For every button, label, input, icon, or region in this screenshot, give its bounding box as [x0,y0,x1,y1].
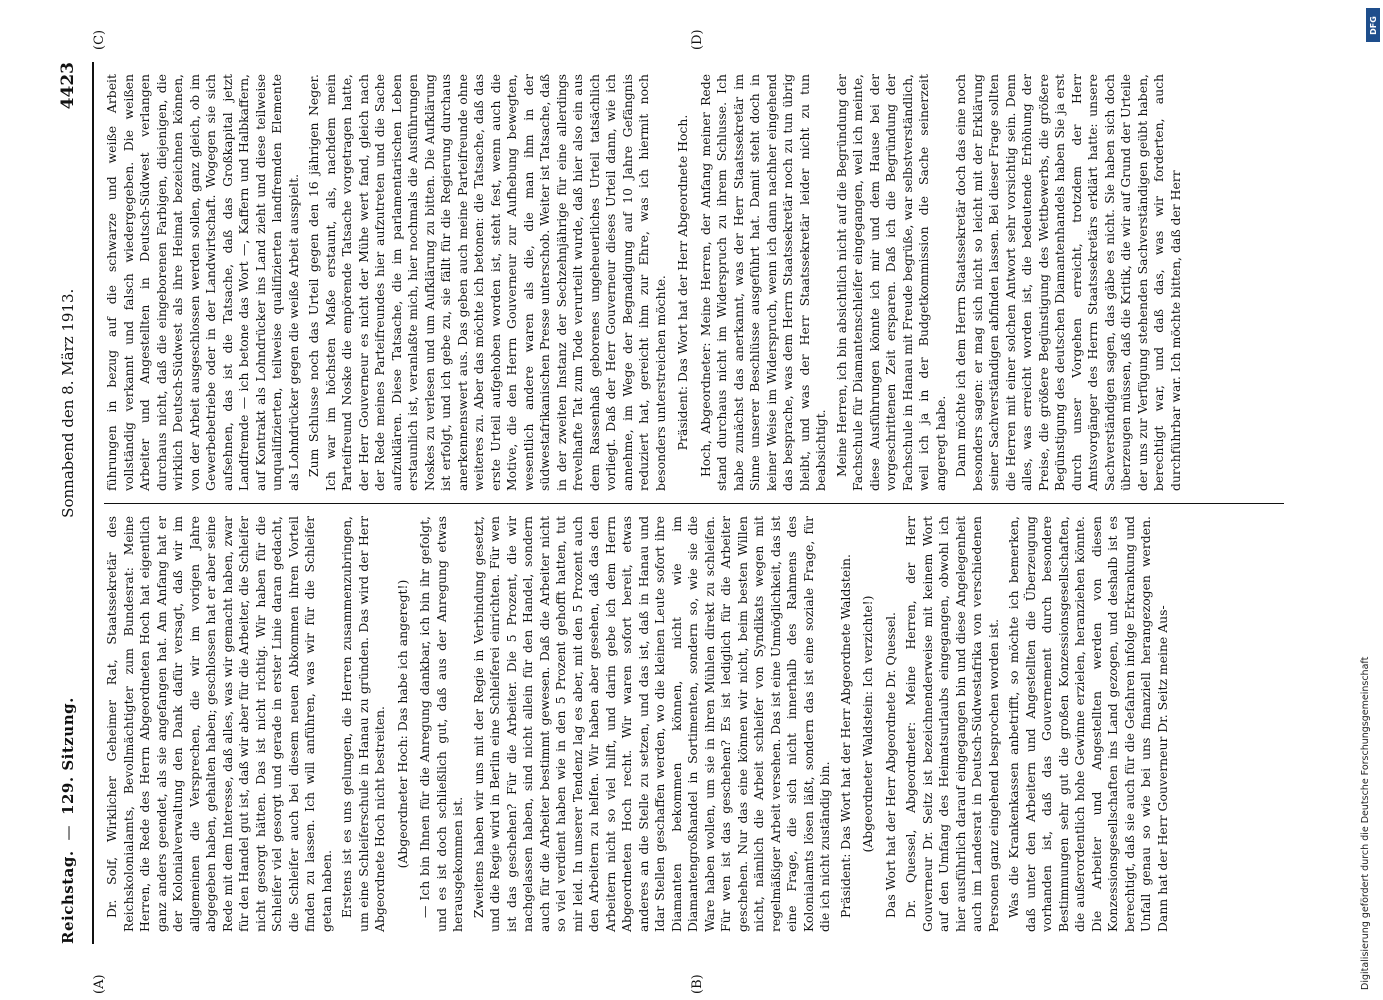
margin-marker-d: (D) [690,29,705,50]
header-left [59,697,77,944]
paragraph: Dr. Solf, Wirklicher Geheimer Rat, Staatssekretär des Reichskolonialamts, Bevollmächtigter zum Bundesrat: Meine Herren, die Rede des Herrn Abgeordneten Hoch hat eigentlich ganz anders geendet, als sie angefangen hat. Am Anfang hat er der Kolonialverwaltung den Dank dafür versagt, daß wir im allgemeinen die Versprechen, die wir im vorigen Jahre abgegeben haben, gehalten haben; geschlossen hat er aber seine Rede mit dem Interesse, daß alles, was wir gemacht haben, zwar für den Handel gut ist, daß wir aber für die Arbeiter, die Schleifer nicht gesorgt hätten. Das ist nicht richtig. Wir haben für die Schleifer viel gesorgt und gerade in erster Linie daran gedacht, die Schleifer auch bei diesem neuen Abkommen ihren Vorteil finden zu lassen. Ich will anführen, was wir für die Schleifer getan haben. [104,516,334,932]
paragraph: Erstens ist es uns gelungen, die Herren zusammenzubringen, um eine Schleiferschule in Hanau zu gründen. Das wird der Herr Abgeordnete Hoch nicht bestreiten. [339,516,387,932]
interjection: (Abgeordneter Hoch: Das habe ich angeregt!) [394,579,410,869]
paragraph: Zweitens haben wir uns mit der Regie in Verbindung gesetzt, und die Regie wird in Berlin eine Schleiferei einrichten. Für wen ist das geschehen? Für die Arbeiter. Die 5 Prozent, die wir nachgelassen haben, sind nicht allein für den Handel, sondern auch für die Arbeiter bestimmt gewesen. Daß die Arbeiter nicht so viel verdient haben wie in den 5 Prozent gehofft hatten, tut mir leid. In unserer Tendenz lag es aber, mit den 5 Prozent auch den Arbeitern zu helfen. Wir haben aber gesehen, daß das den Arbeitern nicht so viel hilft, und darin gebe ich dem Herrn Abgeordneten Hoch recht. Wir waren sofort bereit, etwas anderes an die Stelle zu setzen, und das ist, daß in Hanau und Idar Stellen geschaffen werden, wo die kleinen Leute sofort ihre Diamanten bekommen können, nicht wie im Diamantengroßhandel in Sortimenten, sondern so, wie sie die Ware haben wollen, um sie in ihren Mühlen direkt zu schleifen. Für wen ist das geschehen? Es ist lediglich für die Arbeiter geschehen. Nur das eine können wir nicht, beim besten Willen nicht, nämlich die Arbeit schleifer von Syndikats wegen mit regelmäßiger Arbeit versehen. Das ist eine Unmöglichkeit, das ist eine Frage, die sich nicht innerhalb des Rahmens des Kolonialamts lösen läßt, sondern das ist eine soziale Frage, für die ich nicht zuständig bin. [470,516,832,932]
page-header [58,62,94,944]
header-separator: — [59,824,77,841]
paragraph: Präsident: Das Wort hat der Herr Abgeordnete Waldstein. [837,554,853,918]
header-left-b: 129. Sitzung. [59,697,77,815]
margin-marker-a: (A) [92,974,107,994]
dfg-logo [1366,8,1380,42]
dfg-logo-text: DFG [1368,15,1378,35]
paragraph: — Ich bin Ihnen für die Anregung dankbar, ich bin ihr gefolgt, und es ist doch schließlich gut, daß aus der Anregung etwas herausgekommen ist. [417,516,465,932]
paragraph: Was die Krankenkassen anbetrifft, so möchte ich bemerken, daß unter den Arbeitern und Angestellten die Überzeugung vorhanden ist, daß das Gouvernement durch besondere Bestimmungen sehr gut die großen Konzessionsgesellschaften, die außerordentlich hohe Gewinne erzielen, heranziehen könnte. Die Arbeiter und Angestellten werden von diesen Konzessionsgesellschaften ins Land gezogen, und deshalb ist es berechtigt, daß sie auch für die Gefahren infolge Erkrankung und Unfall genau so wie bei uns finanziell herangezogen werden. Dann hat der Herr Gouverneur Dr. Seitz meine Aus- [1006,516,1170,932]
margin-marker-b: (B) [690,974,705,994]
column-right [104,62,1284,503]
column-left [104,503,1284,944]
speaker-line: Präsident: Das Wort hat der Herr Abgeordnete Hoch. [675,114,690,451]
paragraph: Hoch, Abgeordneter: Meine Herren, der Anfang meiner Rede stand durchaus nicht im Widerspruch zu ihrem Schlusse. Ich habe zunächst das anerkannt, was der Herr Staatssekretär im Sinne unserer Beschlüsse ausgeführt hat. Damit steht doch in keiner Weise im Widerspruch, wenn ich dann nachher eingehend das besprache, was dem Herrn Staatssekretär noch zu tun übrig bleibt, und was der Herr Staatssekretär leider nicht zu tun beabsichtigt. [697,74,828,491]
paragraph: Dr. Quessel, Abgeordneter: Meine Herren, der Herr Gouverneur Dr. Seitz ist bezeichnenderweise mit keinem Wort auf den Umfang des Heimatsurlaubs eingegangen, obwohl ich hier ausführlich darauf eingegangen bin und diese Angelegenheit auch im Landesrat in Deutsch-Südwestafrika von verschiedenen Personen ganz eingehend besprochen worden ist. [903,516,1001,932]
text-columns [104,62,1284,944]
paragraph: Meine Herren, ich bin absichtlich nicht auf die Begründung der Fachschule für Diamantenschleifer eingegangen, weil ich meinte, diese Ausführungen könnte ich mir und dem Hause bei der vorgeschrittenen Zeit ersparen. Daß ich die Begründung der Fachschule in Hanau mit Freude begrüße, war selbstverständlich, weil ich ja in der Budgetkommission die Sache seinerzeit angeregt habe. [833,74,948,491]
digitization-credit: Digitalisierung gefördert durch die Deutsche Forschungsgemeinschaft [1360,656,1371,990]
paragraph: Das Wort hat der Herr Abgeordnete Dr. Quessel. [882,612,898,918]
header-date: Sonnabend den 8. März 1913. [59,288,77,518]
page-number: 4423 [58,62,78,110]
paragraph: Zum Schlusse noch das Urteil gegen den 16 jährigen Neger. Ich war im höchsten Maße erstaunt, als, nachdem mein Parteifreund Noske die empörende Tatsache vorgetragen hatte, der Herr Gouverneur es nicht der Mühe wert fand, gleich nach der Rede meines Parteifreundes hier aufzutreten und die Sache aufzuklären. Diese Tatsache, die im parlamentarischen Leben erstaunlich ist, veranlaßte mich, hier nochmals die Ausführungen Noskes zu verlesen und um Aufklärung zu bitten. Die Aufklärung ist erfolgt, und ich gebe zu, sie fällt für die Regierung durchaus anerkennenswert aus. Das geben auch meine Parteifreunde ohne weiteres zu. Aber das möchte ich betonen: die Tatsache, daß das erste Urteil aufgehoben worden ist, steht fest, wenn auch die Motive, die den Herrn Gouverneur zur Aufhebung bewegten, wesentlich andere waren als die, die man ihm in der südwestafrikanischen Presse unterschob. Weiter ist Tatsache, daß in der zweiten Instanz der Sechzehnjährige für eine allerdings frevelhafte Tat zum Tode verurteilt wurde, daß hier also ein aus dem Rassenhaß geborenes ungeheuerliches Urteil tatsächlich vorliegt. Daß der Herr Gouverneur dieses Urteil dann, wie ich annehme, im Wege der Begnadigung auf 10 Jahre Gefängnis reduziert hat, gereicht ihm zur Ehre, was ich hiermit noch besonders unterstreichen möchte. [306,74,668,491]
paragraph: Dann möchte ich dem Herrn Staatssekretär doch das eine noch besonders sagen: er mag sich nicht so leicht mit der Erklärung seiner Sachverständigen abfinden lassen. Bei dieser Frage sollten die Herren mit einer solchen Antwort sehr vorsichtig sein. Denn alles, was erreicht worden ist, die bedeutende Erhöhung der Preise, die größere Begünstigung des Wettbewerbs, die größere Begünstigung des deutschen Diamantenhandels haben Sie ja erst durch unser Vorgehen erreicht, trotzdem der Herr Amtsvorgänger des Herrn Staatssekretärs erklärt hatte: unsere Sachverständigen sagen, das gäbe es nicht. Sie haben sich doch überzeugen müssen, daß die Kritik, die wir auf Grund der Urteile der uns zur Verfügung stehenden Sachverständigen geübt haben, berechtigt war, und daß das, was wir forderten, auch durchführbar war. Ich möchte bitten, daß der Herr [953,74,1183,491]
paragraph: führungen in bezug auf die schwarze und weiße Arbeit vollständig verkannt und falsch wiedergegeben. Die weißen Arbeiter und Angestellten in Deutsch-Südwest verlangen durchaus nicht, daß die eingeborenen Farbigen, diejenigen, die wirklich Deutsch-Südwest als ihre Heimat bezeichnen können, von der Arbeit ausgeschlossen werden sollen, ganz gleich, ob im Gewerbebetriebe oder in der Landwirtschaft. Wogegen sie sich aufsehnen, das ist die Tatsache, daß das Großkapital jetzt Landfremde — ich betone das Wort —, Kaffern und Halbkaffern, auf Kontrakt als Lohndrücker ins Land zieht und diese teilweise unqualifizierten, teilweise qualifizierten landfremden Elemente als Lohndrücker gegen die weiße Arbeit ausspielt. [104,74,301,491]
header-left-a: Reichstag. [59,850,77,944]
interjection: (Abgeordneter Waldstein: Ich verzichte!) [860,595,875,853]
margin-marker-c: (C) [92,29,107,50]
